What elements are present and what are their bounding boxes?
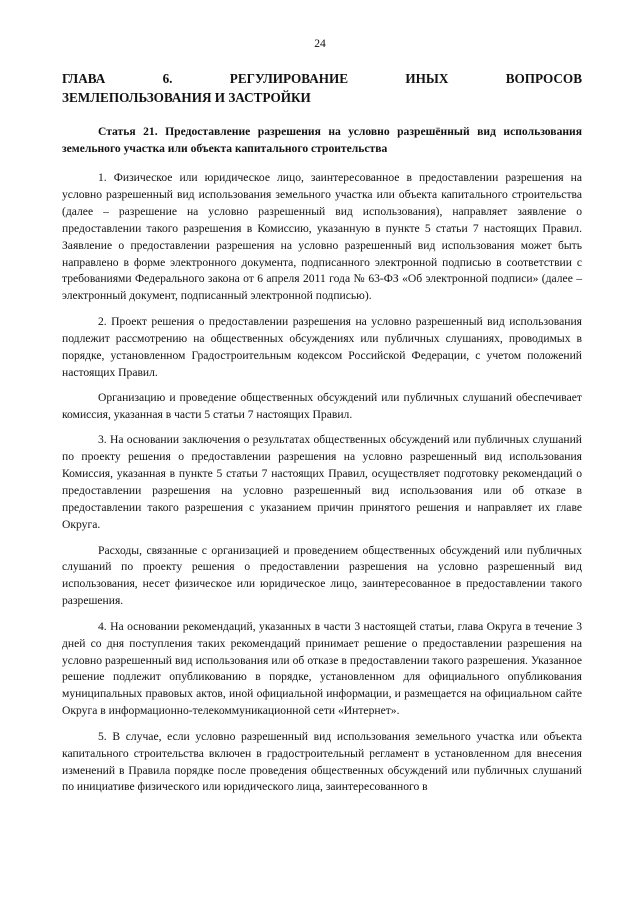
article-body	[62, 170, 582, 805]
paragraph: 2. Проект решения о предоставлении разрешения на условно разрешенный вид использования подлежит рассмотрению на общественных обсуждениях или публичных слушаниях, проводимых в порядке, установленном Градостроительным кодексом Российской Федерации, с учетом положений настоящих Правил.	[62, 314, 582, 379]
chapter-heading-line2: ЗЕМЛЕПОЛЬЗОВАНИЯ И ЗАСТРОЙКИ	[62, 90, 311, 105]
article-title: Статья 21. Предоставление разрешения на условно разрешённый вид использования земельного участка или объекта капитального строительства	[62, 125, 582, 155]
paragraph: Расходы, связанные с организацией и проведением общественных обсуждений или публичных слушаний по проекту решения о предоставлении разрешения на условно разрешенный вид использования, несет физическое или юридическое лицо, заинтересованное в предоставлении такого разрешения.	[62, 543, 582, 608]
paragraph: 5. В случае, если условно разрешенный вид использования земельного участка или объекта капитального строительства включен в градостроительный регламент в установленном для внесения изменений в Правила порядке после проведения общественных обсуждений или публичных слушаний по инициативе физического или юридического лица, заинтересованного в	[62, 729, 582, 794]
chapter-word: 6.	[162, 71, 173, 86]
chapter-heading	[62, 70, 582, 88]
paragraph: 1. Физическое или юридическое лицо, заинтересованное в предоставлении разрешения на условно разрешенный вид использования земельного участка или объекта капитального строительства (далее – разрешение на условно разрешенный вид использования), направляет заявление о предоставлении такого разрешения в Комиссию, указанную в пункте 5 статьи 7 настоящих Правил. Заявление о предоставлении разрешения на условно разрешенный вид использования может быть направлено в форме электронного документа, подписанного электронной подписью в соответствии с требованиями Федерального закона от 6 апреля 2011 года № 63-ФЗ «Об электронной подписи» (далее – электронный документ, подписанный электронной подписью).	[62, 171, 582, 303]
chapter-word: ИНЫХ	[405, 71, 449, 86]
paragraph: Организацию и проведение общественных обсуждений или публичных слушаний обеспечивает комиссия, указанная в части 5 статьи 7 настоящих Правил.	[62, 391, 582, 421]
chapter-word: ВОПРОСОВ	[505, 71, 582, 86]
page-number: 24	[314, 37, 326, 50]
paragraph: 3. На основании заключения о результатах общественных обсуждений или публичных слушаний по проекту решения о предоставлении разрешения на условно разрешенный вид использования Комиссия, указанная в пункте 5 статьи 7 настоящих Правил, осуществляет подготовку рекомендаций о предоставлении разрешения на условно разрешенный вид использования или об отказе в предоставлении такого разрешения с указанием причин принятого решения и направляет их главе Округа.	[62, 433, 582, 531]
chapter-word: ГЛАВА	[62, 71, 106, 86]
chapter-word: РЕГУЛИРОВАНИЕ	[229, 71, 349, 86]
paragraph: 4. На основании рекомендаций, указанных в части 3 настоящей статьи, глава Округа в течение 3 дней со дня поступления таких рекомендаций принимает решение о предоставлении разрешения на условно разрешенный вид использования или об отказе в предоставлении такого разрешения. Указанное решение подлежит опубликованию в порядке, установленном для официального опубликования муниципальных правовых актов, иной официальной информации, и размещается на официальном сайте Округа в информационно-телекоммуникационной сети «Интернет».	[62, 619, 582, 718]
